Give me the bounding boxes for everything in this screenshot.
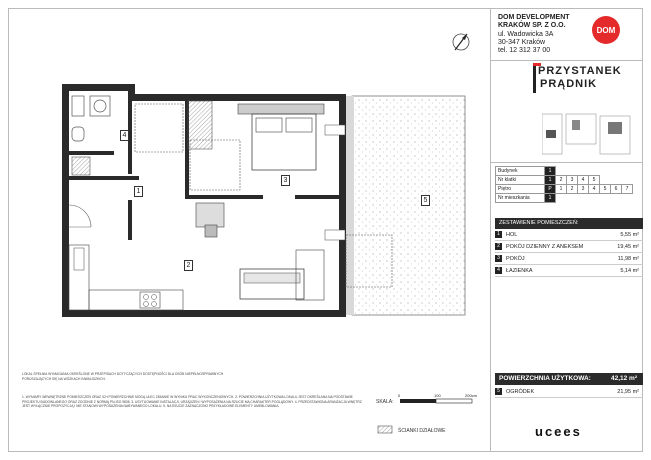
- plan-label-3: 3: [281, 175, 290, 186]
- company-name: DOM DEVELOPMENT: [498, 14, 570, 21]
- room-name: POKÓJ DZIENNY Z ANEKSEM: [506, 244, 584, 250]
- legend-swatch: [378, 426, 392, 433]
- row-value: 1: [556, 185, 567, 194]
- room-name: ŁAZIENKA: [506, 268, 533, 274]
- row-value: 2: [567, 185, 578, 194]
- room-area: 19,45 m²: [617, 244, 639, 250]
- row-label: Budynek: [496, 167, 545, 176]
- usable-area-value: 42,12 m²: [610, 375, 637, 382]
- row-value: 5: [589, 176, 600, 185]
- room-number: 5: [495, 388, 502, 395]
- brand-logo: ucees: [535, 424, 582, 439]
- plan-label-4: 4: [120, 130, 129, 141]
- project-name-line1: PRZYSTANEK: [538, 65, 622, 77]
- dom-logo: DOM: [592, 16, 620, 44]
- room-name: OGRÓDEK: [506, 389, 535, 395]
- room-area: 5,55 m²: [620, 232, 639, 238]
- row-label: Nr mieszkania: [496, 194, 545, 203]
- room-name: POKÓJ: [506, 256, 525, 262]
- room-area: 5,14 m²: [620, 268, 639, 274]
- company-phone: tel. 12 312 37 00: [498, 47, 551, 55]
- row-value: 3: [578, 185, 589, 194]
- row-label: Nr klatki: [496, 176, 545, 185]
- plan-label-2: 2: [184, 260, 193, 271]
- room-number: 2: [495, 243, 502, 250]
- row-value: 7: [622, 185, 633, 194]
- row-value: 2: [556, 176, 567, 185]
- room-area: 21,95 m²: [617, 389, 639, 395]
- room-number: 1: [495, 231, 502, 238]
- row-value: 4: [589, 185, 600, 194]
- scale-bar: [400, 399, 436, 403]
- garden-area: [352, 96, 465, 315]
- legend-label: ŚCIANKI DZIAŁOWE: [398, 428, 446, 434]
- plan-label-1: 1: [134, 186, 143, 197]
- company-postal: 30-347 Kraków: [498, 38, 546, 46]
- room-area: 11,98 m²: [617, 256, 639, 262]
- company-street: ul. Wadowicka 3A: [498, 30, 554, 38]
- row-value: P: [545, 185, 556, 194]
- scale-tick-0: 0: [398, 393, 401, 398]
- company-city: KRAKÓW SP. Z O.O.: [498, 22, 566, 30]
- row-value: 6: [611, 185, 622, 194]
- row-value: 1: [545, 176, 556, 185]
- row-value: 4: [578, 176, 589, 185]
- row-value: 1: [545, 194, 556, 203]
- project-name-line2: PRĄDNIK: [540, 78, 598, 90]
- rooms-title: ZESTAWIENIE POMIESZCZEŃ:: [495, 218, 643, 229]
- row-value: 5: [600, 185, 611, 194]
- scale-label: SKALA:: [376, 399, 394, 405]
- scale-tick-2: 200cm: [465, 393, 478, 398]
- row-value: 3: [567, 176, 578, 185]
- row-label: Piętro: [496, 185, 545, 194]
- room-name: HOL: [506, 232, 518, 238]
- usable-area-label: POWIERZCHNIA UŻYTKOWA:: [499, 375, 591, 382]
- notes-accessibility: LOKAL SPEŁNIA WYMAGANIA OKREŚLONE W PRZEPISACH DOTYCZĄCYCH DOSTĘPNOŚCI DLA OSÓB NIEPEŁNOSPRAWNYCH PORUSZAJĄCYCH SIĘ NA WÓZKACH INWALIDZKICH.: [22, 372, 224, 381]
- row-value: 1: [545, 167, 556, 176]
- notes-disclaimer: 1. WYMIARY WEWNĘTRZNE POMIESZCZEŃ ORAZ ICH POWIERZCHNIE MOGĄ ULEC ZMIANIE W WYNIKU PRAC WYKOŃCZENIOWYCH. 2. POWIERZCHNIA UŻYTKOWA LOKALU JEST OKREŚLANA NA PODSTAWIE PROJEKTU BUDOWLANEGO ORAZ ZGODNIE Z NORMĄ PN-ISO 9836. 3. USYTUOWANIE INSTALACJI, URZĄDZEŃ I WYPOSAŻENIA NA RZUCIE MA CHARAKTER POGLĄDOWY. 4. PRZEDSTAWIONA ARANŻACJA WNĘTRZ JEST WYŁĄCZNIE PROPOZYCJĄ I NIE STANOWI WYPOSAŻENIA NABYWANEGO LOKALU. 5. NA RZUCIE ZAZNACZONO PRZYKŁADOWE ELEMENTY UMEBLOWANIA.: [22, 395, 362, 409]
- plan-label-5: 5: [421, 195, 430, 206]
- room-number: 4: [495, 267, 502, 274]
- room-number: 3: [495, 255, 502, 262]
- scale-tick-1: 100: [434, 393, 441, 398]
